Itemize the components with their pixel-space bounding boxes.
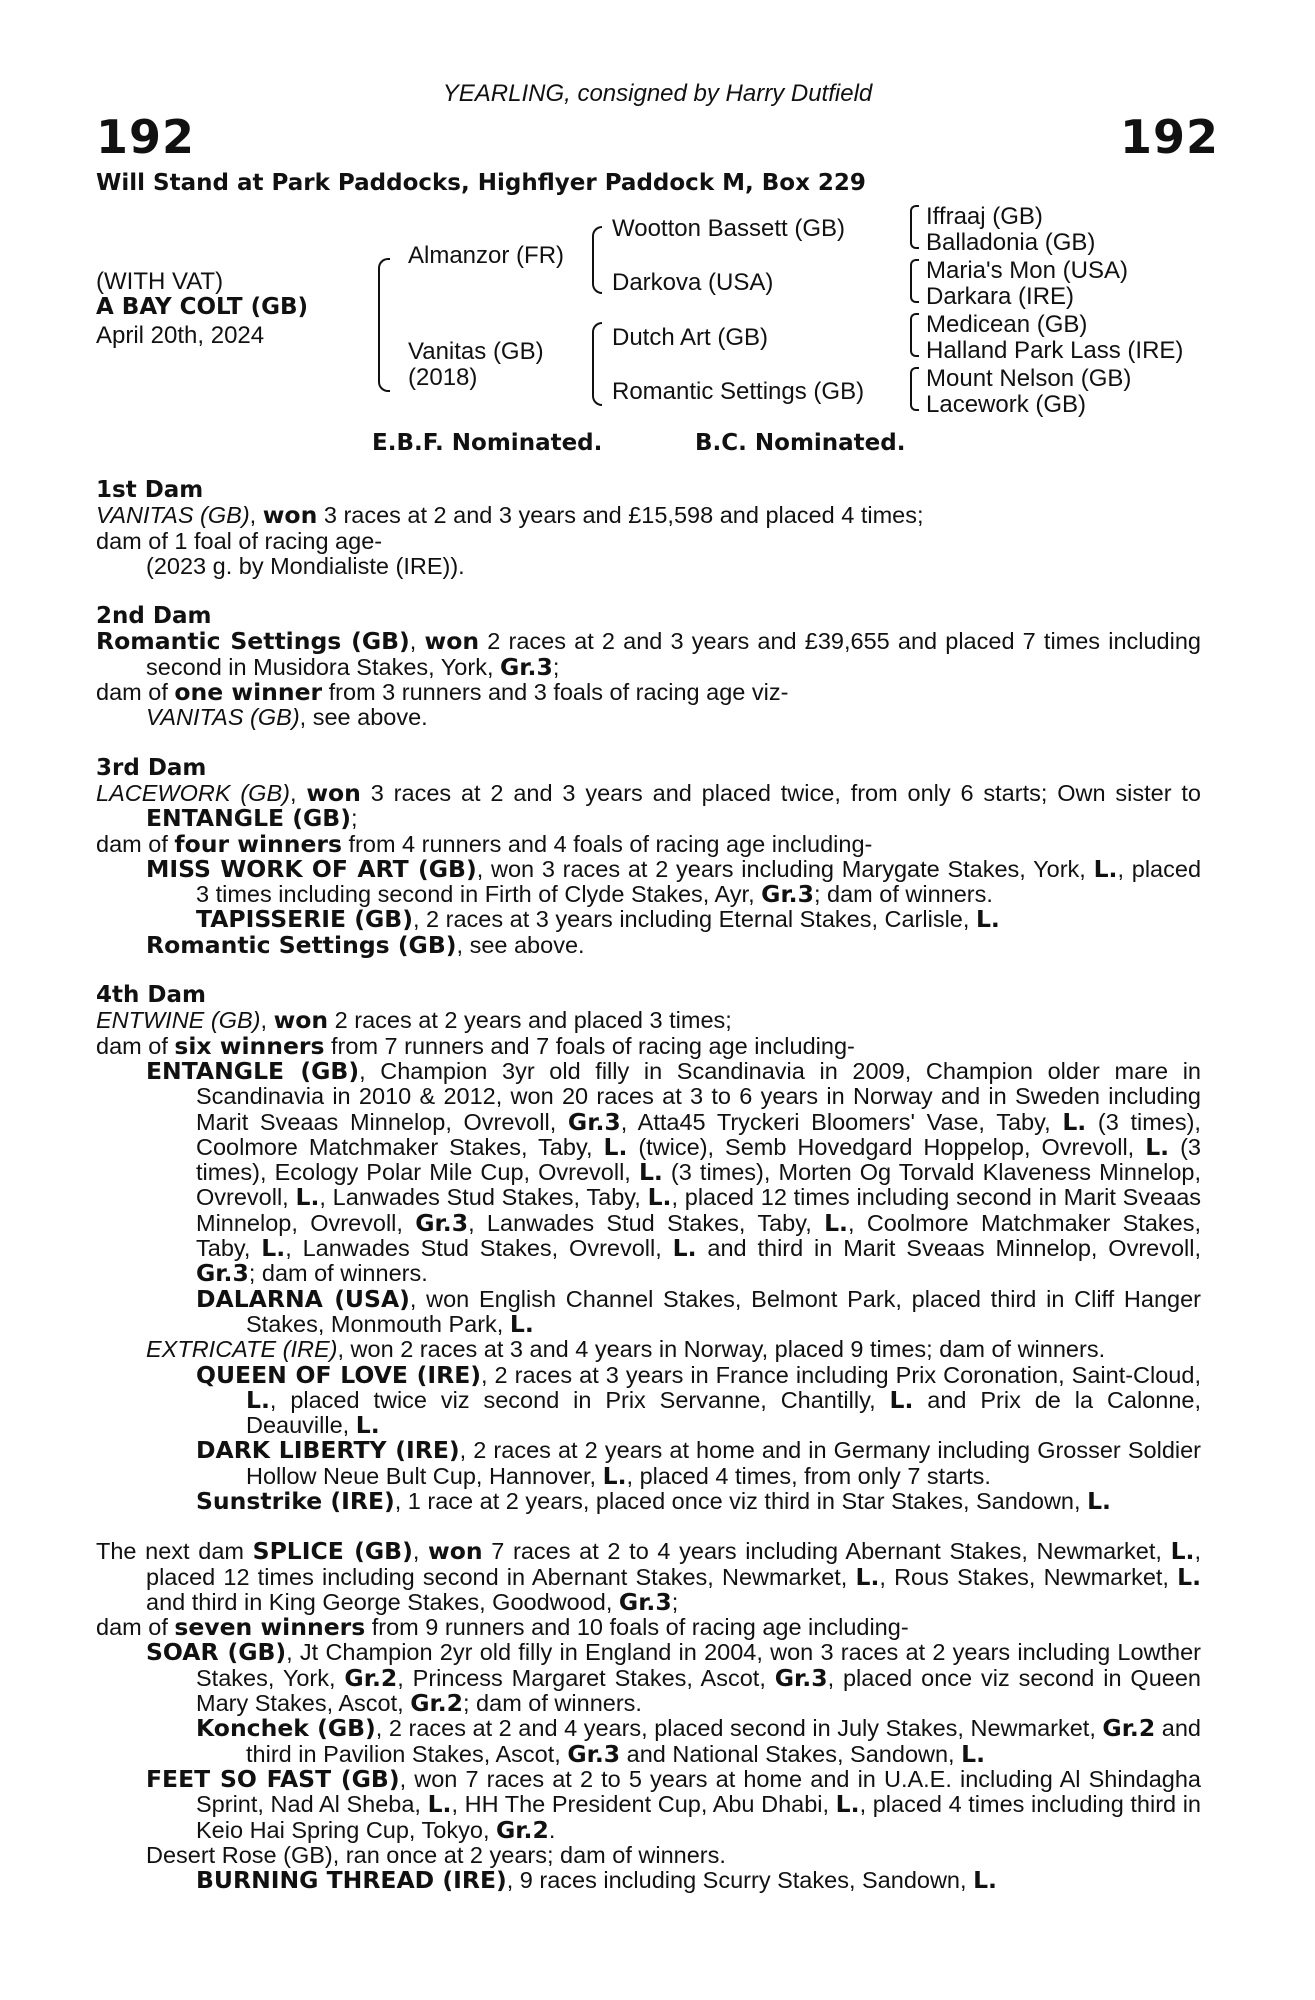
grade-label: L.: [509, 1309, 534, 1338]
produce-name: TAPISSERIE (GB): [196, 905, 413, 934]
sire: Almanzor (FR): [408, 242, 565, 269]
won-label: won: [262, 501, 318, 530]
text: , 2 races at 2 years at home and in Germany including Grosser Soldier Hollow Neue Bult Cup, Hannover,: [246, 1437, 1202, 1489]
text: , 9 races including Scurry Stakes, Sandown,: [506, 1867, 974, 1894]
bc-nomination: B.C. Nominated.: [695, 430, 906, 456]
relative-name: ENTANGLE (GB): [146, 804, 351, 833]
text: , placed 12 times including second in Abernant Stakes, Newmarket,: [146, 1538, 1201, 1590]
text: , placed once viz second in Queen Mary Stakes, Ascot,: [196, 1664, 1201, 1717]
dam-name: VANITAS (GB): [96, 502, 250, 529]
text: , Princess Margaret Stakes, Ascot,: [397, 1664, 775, 1691]
brace-g4: [910, 367, 919, 411]
grade-label: L.: [638, 1158, 663, 1187]
produce-entry: [96, 1716, 1201, 1767]
text: dam of: [96, 830, 175, 857]
sire-dam: Darkova (USA): [612, 269, 774, 296]
dam: Vanitas (GB): [408, 338, 544, 365]
grade-label: L.: [1062, 1107, 1087, 1136]
produce-entry: [96, 1360, 1202, 1440]
grade-label: L.: [1170, 1537, 1195, 1566]
text: , Champion 3yr old filly in Scandinavia in 2009, Champion older mare in Scandinavia in 2010 & 2012, won 20 races at 3 to 6 years in Norway and in Sweden including Marit Sveaas Minnelop, Ovrevoll,: [196, 1057, 1201, 1135]
grade-label: L.: [355, 1411, 380, 1440]
dam-name: ENTWINE (GB): [96, 1007, 261, 1034]
catalogue-body: [96, 478, 1201, 1893]
punct: .: [548, 1816, 556, 1843]
text: and third in Marit Sveaas Minnelop, Ovrevoll,: [696, 1235, 1202, 1262]
horse-name: A BAY COLT (GB): [96, 294, 309, 320]
fourth-dam-record: ENTWINE (GB), won 2 races at 2 years and placed 3 times;: [96, 1006, 732, 1035]
foal-name: VANITAS (GB): [146, 704, 300, 731]
text: 3 races at 2 and 3 years and placed twice, from only 6 starts; Own sister to: [360, 779, 1201, 806]
grade-label: L.: [602, 1461, 627, 1490]
text: ; dam of winners.: [463, 1690, 642, 1717]
produce-entry: [96, 1640, 1201, 1716]
dam-name: LACEWORK (GB): [96, 779, 290, 806]
first-dam-record: VANITAS (GB), won 3 races at 2 and 3 years and £15,598 and placed 4 times;: [96, 501, 924, 530]
text: 7 races at 2 to 4 years including Abernant Stakes, Newmarket,: [482, 1538, 1171, 1565]
winners-count: four winners: [174, 829, 342, 858]
brace-g3: [910, 313, 919, 357]
grade-label: Gr.3: [500, 652, 553, 681]
text: and Prix de la Calonne, Deauville,: [246, 1386, 1202, 1439]
text: from 9 runners and 10 foals of racing age including-: [365, 1614, 909, 1641]
text: and third in King George Stakes, Goodwood,: [146, 1588, 619, 1615]
third-dam-produce: [96, 829, 1201, 858]
grade-label: L.: [824, 1208, 848, 1237]
produce-entry: [96, 1764, 1201, 1844]
text: , see above.: [299, 704, 428, 731]
grandsire-2: Maria's Mon (USA): [926, 257, 1128, 284]
grade-label: L.: [295, 1183, 320, 1212]
text: , Lanwades Stud Stakes, Taby,: [468, 1209, 825, 1236]
text: , Jt Champion 2yr old filly in England in 2004, won 3 races at 2 years including Lowther Stakes, York,: [196, 1639, 1201, 1691]
text: , Lanwades Stud Stakes, Taby,: [319, 1184, 648, 1211]
text: , won 7 races at 2 to 5 years at home and in U.A.E. including Al Shindagha Sprint, Nad Al Sheba,: [196, 1765, 1201, 1818]
produce-entry: [96, 1438, 1201, 1489]
produce-name: ENTANGLE (GB): [146, 1056, 360, 1085]
produce-name: MISS WORK OF ART (GB): [146, 854, 477, 883]
text: , see above.: [456, 931, 585, 958]
grandsire-4: Mount Nelson (GB): [926, 365, 1132, 392]
grade-label: L.: [975, 905, 1000, 934]
produce-entry: [96, 1284, 1201, 1338]
produce-name: Romantic Settings (GB): [146, 930, 457, 959]
grade-label: L.: [603, 1132, 628, 1161]
grade-label: L.: [855, 1562, 880, 1591]
grade-label: Gr.3: [567, 1739, 621, 1768]
grade-label: L.: [961, 1739, 986, 1768]
dam-name: SPLICE (GB): [252, 1537, 413, 1566]
punct: ;: [350, 805, 358, 832]
text: , Rous Stakes, Newmarket,: [879, 1563, 1178, 1590]
grade-label: L.: [889, 1385, 914, 1414]
text: The next dam: [96, 1538, 253, 1565]
grandsire-3: Medicean (GB): [926, 311, 1088, 338]
text: , won 2 races at 3 and 4 years in Norway, placed 9 times; dam of winners.: [337, 1336, 1106, 1363]
text: , Lanwades Stud Stakes, Ovrevoll,: [285, 1235, 673, 1262]
second-dam-heading: 2nd Dam: [96, 603, 212, 630]
winners-count: one winner: [174, 678, 323, 707]
produce-name: Sunstrike (IRE): [196, 1486, 395, 1515]
grade-label: L.: [1093, 854, 1118, 883]
first-dam-produce: dam of 1 foal of racing age-: [96, 527, 383, 554]
text: from 7 runners and 7 foals of racing age including-: [324, 1032, 855, 1059]
text: from 3 runners and 3 foals of racing age viz-: [322, 679, 789, 706]
grandsire-1: Iffraaj (GB): [926, 203, 1043, 230]
grade-label: L.: [1177, 1562, 1201, 1591]
text: , Atta45 Tryckeri Bloomers' Vase, Taby,: [620, 1108, 1063, 1135]
grade-label: Gr.3: [567, 1107, 621, 1136]
text: and third in Pavilion Stakes, Ascot,: [246, 1715, 1201, 1767]
text: , won English Channel Stakes, Belmont Park, placed third in Cliff Hanger Stakes, Monmouth Park,: [246, 1285, 1201, 1337]
second-dam-produce: [96, 680, 1201, 705]
record-text: 3 races at 2 and 3 years and £15,598 and placed 4 times;: [317, 502, 924, 529]
second-dam-foal: [96, 705, 1201, 730]
text: , 1 race at 2 years, placed once viz third in Star Stakes, Sandown,: [394, 1487, 1088, 1514]
text: 2 races at 2 years and placed 3 times;: [328, 1007, 732, 1034]
first-dam-heading: 1st Dam: [96, 477, 204, 503]
dam-name: Romantic Settings (GB): [96, 627, 410, 656]
produce-name: SOAR (GB): [146, 1638, 287, 1667]
winners-count: six winners: [174, 1031, 325, 1060]
text: , HH The President Cup, Abu Dhabi,: [451, 1791, 836, 1818]
punct: ;: [552, 653, 560, 680]
produce-name: Konchek (GB): [196, 1714, 376, 1743]
grade-label: L.: [973, 1866, 997, 1895]
brace-g1: [910, 205, 919, 249]
grade-label: Gr.2: [344, 1663, 398, 1692]
grade-label: L.: [835, 1790, 860, 1819]
won-label: won: [273, 1006, 329, 1035]
grade-label: Gr.2: [496, 1815, 549, 1844]
foaling-date: April 20th, 2024: [96, 322, 265, 349]
grade-label: L.: [647, 1183, 672, 1212]
text: , placed 4 times, from only 7 starts.: [626, 1462, 991, 1489]
text: ; dam of winners.: [813, 881, 993, 908]
grade-label: L.: [246, 1385, 270, 1414]
produce-name: QUEEN OF LOVE (IRE): [196, 1360, 481, 1389]
grade-label: L.: [1087, 1486, 1111, 1515]
fourth-dam-heading: 4th Dam: [96, 982, 206, 1009]
text: , 2 races at 3 years including Eternal Stakes, Carlisle,: [412, 906, 976, 933]
text: (twice), Semb Hovedgard Hoppelop, Ovrevoll,: [627, 1133, 1146, 1160]
dam-year: (2018): [408, 364, 478, 391]
text: and National Stakes, Sandown,: [620, 1740, 962, 1767]
text: , 2 races at 2 and 4 years, placed second in July Stakes, Newmarket,: [375, 1715, 1103, 1742]
lot-number-left: 192: [96, 110, 196, 164]
brace-dam: [592, 322, 602, 406]
granddam-4: Lacework (GB): [926, 391, 1087, 418]
lot-number-right: 192: [1119, 110, 1219, 164]
grade-label: L.: [427, 1790, 452, 1819]
granddam-1: Balladonia (GB): [926, 229, 1096, 256]
dam-dam: Romantic Settings (GB): [612, 378, 865, 405]
produce-entry: [96, 930, 1201, 959]
granddam-3: Halland Park Lass (IRE): [926, 337, 1184, 364]
grade-label: Gr.3: [196, 1259, 249, 1288]
next-dam-produce: [96, 1615, 1201, 1640]
won-label: won: [428, 1537, 483, 1566]
grade-label: Gr.3: [761, 880, 814, 909]
produce-entry: [96, 1056, 1202, 1288]
grade-label: Gr.2: [1102, 1714, 1156, 1743]
text: , placed 4 times including third in Keio Hai Spring Cup, Tokyo,: [196, 1791, 1201, 1843]
second-dam-record: Romantic Settings (GB), won 2 races at 2 and 3 years and £39,655 and placed 7 times including second in Musidora Stakes, York, Gr.3;: [96, 627, 1201, 681]
text: ; dam of winners.: [248, 1260, 428, 1287]
text: (3 times), Coolmore Matchmaker Stakes, Taby,: [196, 1108, 1201, 1160]
text: dam of: [96, 1032, 175, 1059]
grade-label: Gr.3: [415, 1208, 469, 1237]
text: from 4 runners and 4 foals of racing age including-: [342, 830, 873, 857]
text: (3 times), Ecology Polar Mile Cup, Ovrevoll,: [196, 1133, 1201, 1186]
produce-name: DALARNA (USA): [196, 1284, 410, 1313]
third-dam-heading: 3rd Dam: [96, 754, 207, 781]
produce-entry: [96, 907, 1201, 932]
grade-label: L.: [1145, 1132, 1170, 1161]
brace-main: [378, 258, 390, 392]
produce-name: BURNING THREAD (IRE): [196, 1866, 507, 1895]
ebf-nomination: E.B.F. Nominated.: [372, 430, 603, 456]
produce-name: DARK LIBERTY (IRE): [196, 1436, 460, 1465]
grade-label: Gr.3: [618, 1587, 672, 1616]
text: , placed 3 times including second in Firth of Clyde Stakes, Ayr,: [196, 855, 1202, 908]
sire-sire: Wootton Bassett (GB): [612, 215, 845, 242]
text: , placed 12 times including second in Marit Sveaas Minnelop, Ovrevoll,: [196, 1184, 1202, 1236]
brace-g2: [910, 259, 919, 303]
text: , Coolmore Matchmaker Stakes, Taby,: [196, 1209, 1202, 1262]
third-dam-record: LACEWORK (GB), won 3 races at 2 and 3 years and placed twice, from only 6 starts; Own sister to ENTANGLE (GB);: [96, 778, 1201, 833]
punct: ;: [671, 1588, 679, 1615]
text: , won 3 races at 2 years including Marygate Stakes, York,: [476, 855, 1094, 882]
stand-location: Will Stand at Park Paddocks, Highflyer Paddock M, Box 229: [96, 170, 866, 196]
produce-name: FEET SO FAST (GB): [146, 1764, 400, 1793]
winners-count: seven winners: [174, 1613, 366, 1642]
brace-sire: [592, 226, 602, 294]
text: , placed twice viz second in Prix Servanne, Chantilly,: [269, 1386, 890, 1413]
won-label: won: [306, 778, 361, 807]
vat-note: (WITH VAT): [96, 268, 224, 295]
produce-entry: [96, 1868, 1201, 1893]
produce-entry: Desert Rose (GB), ran once at 2 years; dam of winners.: [146, 1841, 726, 1868]
produce-entry: [96, 1486, 1201, 1515]
grade-label: L.: [672, 1234, 697, 1263]
text: (3 times), Morten Og Torvald Klaveness Minnelop, Ovrevoll,: [196, 1159, 1201, 1211]
produce-entry: [96, 1337, 1201, 1362]
produce-name: EXTRICATE (IRE): [146, 1336, 338, 1363]
fourth-dam-produce: [96, 1031, 1201, 1060]
produce-entry: [96, 854, 1202, 909]
text: dam of: [96, 679, 175, 706]
granddam-2: Darkara (IRE): [926, 283, 1075, 310]
grade-label: L.: [261, 1234, 286, 1263]
won-label: won: [424, 627, 480, 656]
grade-label: Gr.3: [774, 1663, 828, 1692]
record-text: 2 races at 2 and 3 years and £39,655 and placed 7 times including second in Musidora Stakes, York,: [146, 628, 1201, 680]
next-dam-record: The next dam SPLICE (GB), won 7 races at 2 to 4 years including Abernant Stakes, Newmarket, L., placed 12 times including second in Abernant Stakes, Newmarket, L., Rous Stakes, Newmarket, L. and third in King George Stakes, Goodwood, Gr.3;: [96, 1537, 1201, 1616]
grade-label: Gr.2: [410, 1689, 463, 1718]
text: , 2 races at 3 years in France including Prix Coronation, Saint-Cloud,: [481, 1361, 1201, 1388]
consignment-line: YEARLING, consigned by Harry Dutfield: [442, 80, 873, 107]
text: dam of: [96, 1614, 175, 1641]
dam-sire: Dutch Art (GB): [612, 324, 769, 351]
first-dam-foal: (2023 g. by Mondialiste (IRE)).: [146, 552, 465, 579]
